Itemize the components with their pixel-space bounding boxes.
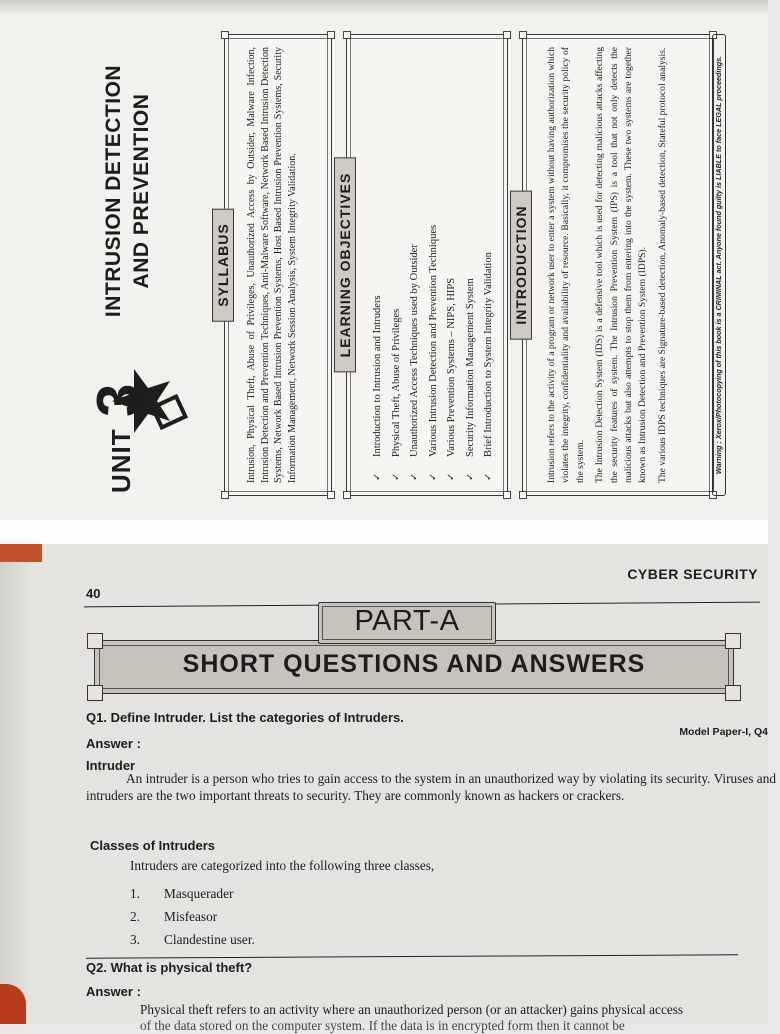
- objective-item: ✓ Physical Theft, Abuse of Privileges: [388, 47, 407, 481]
- learning-objectives-box: [337, 34, 508, 496]
- class-number: 1.: [130, 886, 140, 901]
- box-corner: [343, 491, 351, 499]
- intruder-subheading: Intruder: [86, 758, 136, 773]
- part-banner: [318, 602, 496, 644]
- class-label: Clandestine user.: [164, 932, 255, 947]
- box-corner: [519, 491, 527, 499]
- rotated-unit-page: [0, 0, 768, 520]
- banner-ornament: [725, 685, 741, 701]
- syllabus-text: Intrusion, Physical Theft, Abuse of Privileges, Unauthorized Access by Outsider, Malware Infection, Intrusion Detection and Prevention Techniques, Anti-Malware Software, Network Based Intrusion Detection Systems, Network Based Intrusion Prevention Systems, Host Based Intrusion Prevention Systems, Security Information Management, Network Session Analysis, System Integrity Validation.: [246, 47, 298, 483]
- objective-item: ✓ Brief Introduction to System Integrity Validation: [480, 47, 499, 481]
- introduction-paragraph: The Intrusion Detection System (IDS) is a defensive tool which is used for detecting malicious attacks affecting the security features of system. The Intrusion Prevention System (IPS) is a tool that not only detects the malicious attacks but also attempts to stop them from entering into the system. These two systems are together known as Intrusion Detection and Prevention System (IDPS).: [594, 47, 649, 483]
- box-corner: [503, 491, 511, 499]
- physical-theft-cut-line: of the data stored on the computer system. If the data is in encrypted form then it cannot be: [140, 1018, 625, 1033]
- intruder-paragraph: An intruder is a person who tries to gain access to the system in an unauthorized way by violating its security. Viruses and intruders are the two important threats to security. They are commonly known as hackers or crackers.: [86, 771, 776, 803]
- classes-heading: Classes of Intruders: [90, 838, 215, 853]
- class-label: Masquerader: [164, 886, 234, 901]
- box-corner: [327, 491, 335, 499]
- syllabus-heading: SYLLABUS: [212, 208, 234, 321]
- introduction-paragraph: Intrusion refers to the activity of a program or network user to enter a system without having authorization which violates the integrity, confidentiality and availability of resource. Basically, it compromises the security policy of the system.: [546, 47, 586, 483]
- objective-item: ✓ Various Intrusion Detection and Prevention Techniques: [425, 47, 444, 481]
- syllabus-box: [215, 34, 332, 496]
- unit-word: UNIT: [106, 428, 136, 493]
- answer-label: Answer :: [86, 736, 141, 751]
- question-page: [0, 544, 776, 1033]
- physical-theft-paragraph: Physical theft refers to an activity where an unauthorized person (or an attacker) gains physical access: [140, 1002, 684, 1017]
- introduction-paragraph: The various IDPS techniques are Signature-based detection, Anomaly-based detection, Stateful protocol analysis.: [656, 47, 668, 483]
- class-number: 3.: [130, 932, 140, 947]
- introduction-box: [513, 34, 714, 496]
- class-item: [130, 905, 255, 928]
- banner-ornament: [87, 685, 103, 701]
- objective-item: ✓ Various Prevention Systems – NIPS, HIPS: [443, 47, 462, 481]
- copyright-warning: Warning : Xerox/Photocopying of this book is a CRIMINAL act. Anyone found guilty is LIABLE to face LEGAL proceedings.: [712, 34, 726, 496]
- binding-edge: [0, 544, 42, 562]
- class-label: Misfeasor: [164, 909, 218, 924]
- learning-objectives-heading: LEARNING OBJECTIVES: [334, 158, 356, 373]
- classes-list: [130, 882, 255, 951]
- answer-label: Answer :: [86, 984, 141, 999]
- rotated-content: [44, 31, 724, 501]
- banner-ornament: [725, 633, 741, 649]
- classes-intro: Intruders are categorized into the following three classes,: [130, 858, 435, 873]
- unit-number: 3: [85, 383, 152, 417]
- page-number: 40: [86, 586, 101, 601]
- banner-ornament: [87, 633, 103, 649]
- running-head: CYBER SECURITY: [627, 566, 758, 582]
- box-corner: [221, 491, 229, 499]
- introduction-text: [545, 47, 675, 483]
- page-gap: [0, 520, 768, 544]
- model-paper-reference: Model Paper-I, Q4: [679, 726, 768, 738]
- objective-item: ✓ Security Information Management System: [462, 47, 481, 481]
- box-corner: [327, 31, 335, 39]
- part-title: PART-A: [354, 605, 460, 637]
- box-corner: [343, 31, 351, 39]
- introduction-heading: INTRODUCTION: [510, 190, 532, 339]
- question-2-title: Q2. What is physical theft?: [86, 960, 253, 975]
- unit-header: [44, 31, 219, 501]
- box-corner: [519, 31, 527, 39]
- question-divider: [86, 954, 738, 958]
- learning-objectives-list: [369, 47, 499, 481]
- unit-title: INTRUSION DETECTION AND PREVENTION: [102, 64, 153, 318]
- section-title: SHORT QUESTIONS AND ANSWERS: [182, 650, 646, 678]
- page-shadow: [0, 0, 768, 16]
- objective-item: ✓ Unauthorized Access Techniques used by Outsider: [406, 47, 425, 481]
- section-banner: [94, 640, 734, 694]
- class-item: [130, 882, 255, 905]
- box-corner: [503, 31, 511, 39]
- question-1-title: Q1. Define Intruder. List the categories of Intruders.: [86, 710, 404, 725]
- class-item: [130, 928, 255, 951]
- class-number: 2.: [130, 909, 140, 924]
- box-corner: [221, 31, 229, 39]
- spine-shadow: [0, 544, 30, 1024]
- objective-item: ✓ Introduction to Intrusion and Intruders: [369, 47, 388, 481]
